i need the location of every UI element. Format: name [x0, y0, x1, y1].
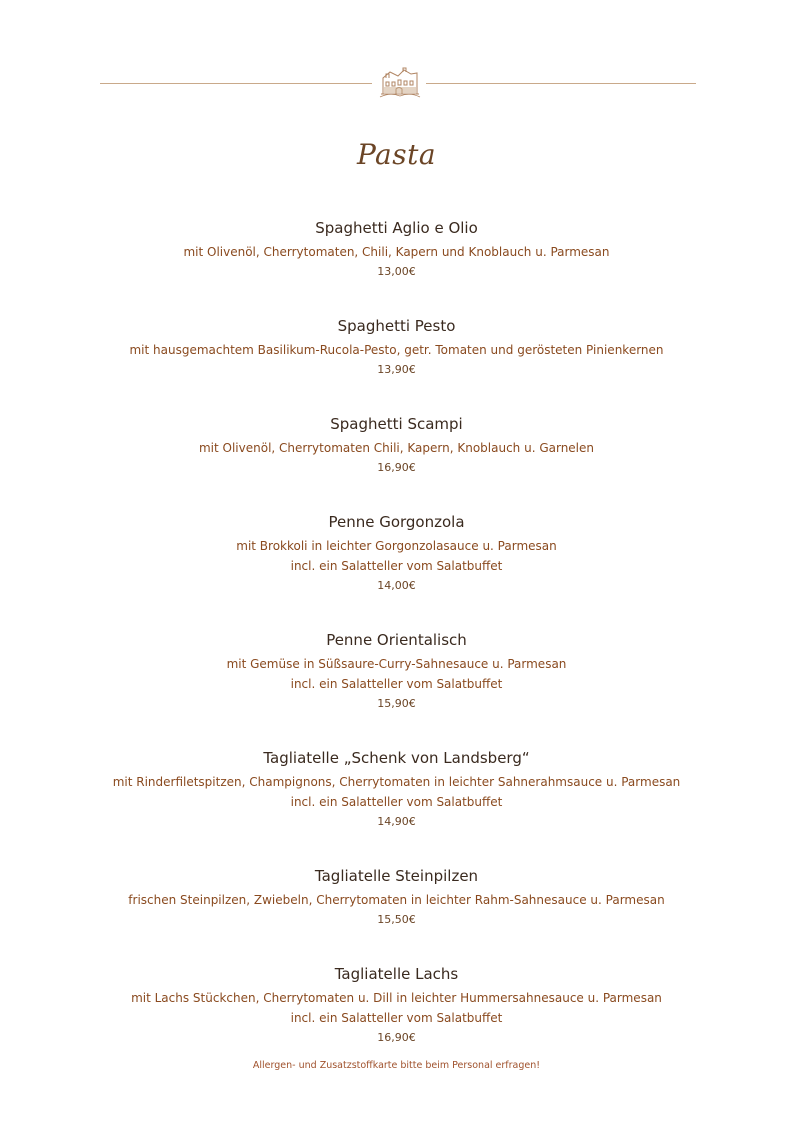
dish-description: incl. ein Salatteller vom Salatbuffet [290, 559, 503, 573]
dish-price: 13,00€ [377, 265, 416, 278]
menu-item [0, 508, 793, 596]
dish-description: mit Olivenöl, Cherrytomaten, Chili, Kapern und Knoblauch u. Parmesan [183, 245, 610, 259]
dish-price: 14,90€ [377, 815, 416, 828]
dish-description: mit Lachs Stückchen, Cherrytomaten u. Dill in leichter Hummersahnesauce u. Parmesan [131, 991, 662, 1005]
menu-item [0, 960, 793, 1048]
dish-price: 15,50€ [377, 913, 416, 926]
dish-description: mit Gemüse in Süßsaure-Curry-Sahnesauce u. Parmesan [226, 657, 567, 671]
dish-name: Penne Gorgonzola [328, 513, 465, 531]
dish-description: mit Rinderfiletspitzen, Champignons, Cherrytomaten in leichter Sahnerahmsauce u. Parmesan [112, 775, 681, 789]
dish-description: incl. ein Salatteller vom Salatbuffet [290, 795, 503, 809]
dish-description: incl. ein Salatteller vom Salatbuffet [290, 1011, 503, 1025]
allergen-note: Allergen- und Zusatzstoffkarte bitte beim Personal erfragen! [252, 1060, 541, 1071]
dish-description: mit Olivenöl, Cherrytomaten Chili, Kapern, Knoblauch u. Garnelen [198, 441, 595, 455]
castle-logo-icon [378, 64, 422, 98]
dish-description: incl. ein Salatteller vom Salatbuffet [290, 677, 503, 691]
dish-name: Spaghetti Scampi [330, 415, 463, 433]
section-title: Pasta [356, 138, 437, 171]
menu-item [0, 410, 793, 478]
dish-name: Spaghetti Aglio e Olio [315, 219, 478, 237]
dish-price: 15,90€ [377, 697, 416, 710]
header-ornament [100, 62, 696, 102]
dish-name: Tagliatelle Lachs [334, 965, 459, 983]
menu-item [0, 744, 793, 832]
dish-name: Penne Orientalisch [326, 631, 467, 649]
menu-item [0, 214, 793, 282]
dish-name: Spaghetti Pesto [337, 317, 456, 335]
dish-price: 13,90€ [377, 363, 416, 376]
dish-description: frischen Steinpilzen, Zwiebeln, Cherrytomaten in leichter Rahm-Sahnesauce u. Parmesan [128, 893, 665, 907]
dish-price: 14,00€ [377, 579, 416, 592]
dish-name: Tagliatelle „Schenk von Landsberg“ [263, 749, 530, 767]
menu-list [0, 214, 793, 1078]
menu-item [0, 626, 793, 714]
menu-item [0, 312, 793, 380]
menu-item [0, 862, 793, 930]
dish-description: mit Brokkoli in leichter Gorgonzolasauce u. Parmesan [236, 539, 557, 553]
ornament-divider-right [426, 83, 696, 84]
dish-description: mit hausgemachtem Basilikum-Rucola-Pesto, getr. Tomaten und gerösteten Pinienkernen [129, 343, 664, 357]
dish-price: 16,90€ [377, 1031, 416, 1044]
ornament-divider-left [100, 83, 372, 84]
dish-price: 16,90€ [377, 461, 416, 474]
dish-name: Tagliatelle Steinpilzen [314, 867, 479, 885]
